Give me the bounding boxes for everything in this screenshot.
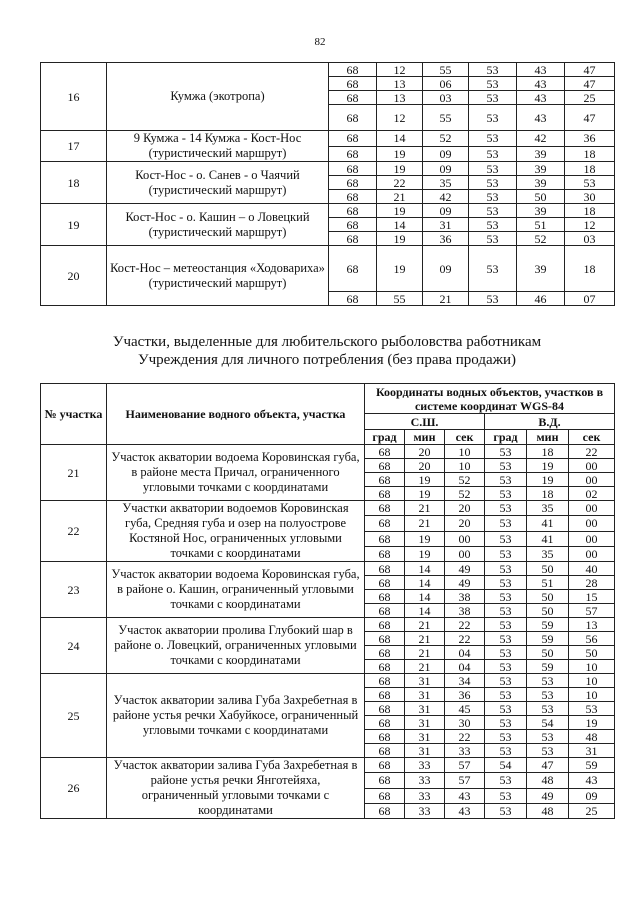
- coordinate-cell: 57: [445, 773, 485, 788]
- coordinate-cell: 06: [423, 77, 469, 91]
- water-object-name: Кост-Нос - о. Санев - о Чаячий (туристический маршрут): [107, 162, 329, 204]
- coordinate-cell: 68: [365, 758, 405, 773]
- coordinate-cell: 59: [569, 758, 615, 773]
- coordinate-cell: 68: [329, 292, 377, 306]
- coordinate-cell: 21: [377, 190, 423, 204]
- coordinate-cell: 07: [565, 292, 615, 306]
- coordinate-cell: 53: [485, 487, 527, 501]
- coordinate-cell: 53: [569, 702, 615, 716]
- coordinate-cell: 68: [329, 77, 377, 91]
- coordinate-cell: 31: [405, 730, 445, 744]
- header-unit: град: [365, 430, 405, 445]
- coordinate-cell: 47: [527, 758, 569, 773]
- coordinate-cell: 57: [569, 604, 615, 618]
- coordinate-cell: 53: [527, 688, 569, 702]
- coordinate-cell: 68: [365, 590, 405, 604]
- coordinate-cell: 33: [405, 773, 445, 788]
- coordinate-cell: 21: [405, 516, 445, 531]
- coordinate-cell: 19: [405, 473, 445, 487]
- coordinate-cell: 53: [485, 702, 527, 716]
- coordinate-cell: 68: [365, 660, 405, 674]
- coordinate-cell: 10: [569, 688, 615, 702]
- section-number: 20: [41, 246, 107, 306]
- coordinate-cell: 53: [485, 632, 527, 646]
- coordinate-cell: 68: [365, 445, 405, 459]
- coordinate-cell: 21: [405, 632, 445, 646]
- header-east: В.Д.: [485, 414, 615, 430]
- coordinate-cell: 14: [405, 590, 445, 604]
- coordinate-cell: 19: [377, 162, 423, 176]
- coordinate-cell: 22: [445, 632, 485, 646]
- coordinate-cell: 68: [365, 716, 405, 730]
- coordinate-cell: 68: [365, 674, 405, 688]
- coordinate-cell: 53: [469, 246, 517, 292]
- coordinate-cell: 50: [569, 646, 615, 660]
- coordinate-cell: 25: [569, 803, 615, 818]
- coordinate-cell: 10: [445, 445, 485, 459]
- coordinate-cell: 53: [485, 473, 527, 487]
- header-north: С.Ш.: [365, 414, 485, 430]
- coordinate-cell: 53: [485, 531, 527, 546]
- section-number: 16: [41, 63, 107, 131]
- coordinate-cell: 33: [445, 744, 485, 758]
- coordinate-cell: 49: [445, 562, 485, 576]
- coordinate-cell: 53: [485, 576, 527, 590]
- coordinate-cell: 53: [527, 674, 569, 688]
- coordinate-cell: 53: [469, 190, 517, 204]
- coordinate-cell: 68: [329, 232, 377, 246]
- coordinate-cell: 14: [405, 562, 445, 576]
- coordinate-cell: 68: [329, 146, 377, 162]
- coordinate-cell: 53: [485, 803, 527, 818]
- coordinate-cell: 53: [485, 716, 527, 730]
- coordinate-cell: 53: [485, 730, 527, 744]
- coordinate-cell: 53: [485, 562, 527, 576]
- coordinate-cell: 20: [405, 445, 445, 459]
- coordinate-cell: 43: [445, 803, 485, 818]
- coordinate-cell: 43: [517, 63, 565, 77]
- coordinate-cell: 19: [405, 487, 445, 501]
- coordinate-cell: 68: [365, 562, 405, 576]
- coordinate-cell: 35: [423, 176, 469, 190]
- coordinate-cell: 68: [365, 487, 405, 501]
- coordinate-cell: 21: [423, 292, 469, 306]
- coordinate-cell: 19: [569, 716, 615, 730]
- coordinate-cell: 68: [365, 688, 405, 702]
- coordinate-cell: 22: [569, 445, 615, 459]
- coordinate-cell: 00: [569, 546, 615, 561]
- water-object-name: Кумжа (экотропа): [107, 63, 329, 131]
- coordinate-cell: 39: [517, 204, 565, 218]
- coordinate-cell: 53: [485, 590, 527, 604]
- coordinate-cell: 09: [423, 246, 469, 292]
- coordinate-cell: 18: [565, 162, 615, 176]
- section-heading-line2: Учреждения для личного потребления (без права продажи): [137, 352, 517, 368]
- table-row: [41, 162, 615, 176]
- coordinate-cell: 03: [565, 232, 615, 246]
- coordinate-cell: 20: [405, 459, 445, 473]
- header-unit: сек: [445, 430, 485, 445]
- coordinate-cell: 19: [377, 146, 423, 162]
- coordinate-cell: 47: [565, 105, 615, 131]
- coordinate-cell: 18: [565, 204, 615, 218]
- coordinate-cell: 00: [445, 546, 485, 561]
- coordinate-cell: 59: [527, 632, 569, 646]
- header-unit: мин: [405, 430, 445, 445]
- table-row: [41, 501, 615, 516]
- coordinate-cell: 68: [365, 730, 405, 744]
- coordinate-cell: 55: [423, 63, 469, 77]
- coordinate-cell: 19: [377, 232, 423, 246]
- coordinate-cell: 35: [527, 501, 569, 516]
- coordinate-cell: 10: [569, 674, 615, 688]
- coordinate-cell: 55: [377, 292, 423, 306]
- coordinate-cell: 53: [527, 702, 569, 716]
- table-row: [41, 618, 615, 632]
- coordinate-cell: 68: [329, 204, 377, 218]
- coordinate-cell: 53: [485, 773, 527, 788]
- coordinate-cell: 00: [569, 459, 615, 473]
- coordinate-cell: 13: [377, 91, 423, 105]
- coordinate-cell: 19: [405, 546, 445, 561]
- fishing-areas-table-body: [41, 445, 615, 819]
- coordinate-cell: 68: [329, 162, 377, 176]
- coordinate-cell: 68: [329, 131, 377, 147]
- coordinate-cell: 14: [377, 131, 423, 147]
- table-row: [41, 445, 615, 459]
- section-number: 19: [41, 204, 107, 246]
- coordinate-cell: 33: [405, 788, 445, 803]
- coordinate-cell: 14: [405, 576, 445, 590]
- coordinate-cell: 48: [569, 730, 615, 744]
- coordinate-cell: 36: [445, 688, 485, 702]
- coordinate-cell: 00: [445, 531, 485, 546]
- coordinate-cell: 53: [485, 744, 527, 758]
- coordinate-cell: 68: [365, 576, 405, 590]
- water-object-name: Участок акватории залива Губа Захребетная в районе устья речки Хабуйкосе, ограниченный угловыми точками с координатами: [107, 674, 365, 758]
- coordinate-cell: 12: [377, 63, 423, 77]
- coordinate-cell: 38: [445, 604, 485, 618]
- coordinate-cell: 28: [569, 576, 615, 590]
- coordinate-cell: 68: [329, 91, 377, 105]
- coordinate-cell: 68: [329, 218, 377, 232]
- coordinate-cell: 53: [469, 232, 517, 246]
- water-object-name: Кост-Нос - о. Кашин – о Ловецкий (туристический маршрут): [107, 204, 329, 246]
- coordinate-cell: 30: [565, 190, 615, 204]
- coordinate-cell: 39: [517, 176, 565, 190]
- coordinate-cell: 31: [569, 744, 615, 758]
- coordinate-cell: 53: [485, 516, 527, 531]
- coordinate-cell: 39: [517, 146, 565, 162]
- table-row: [41, 562, 615, 576]
- coordinate-cell: 51: [517, 218, 565, 232]
- coordinate-cell: 43: [517, 91, 565, 105]
- header-number: № участка: [41, 384, 107, 445]
- coordinate-cell: 68: [365, 803, 405, 818]
- coordinate-cell: 53: [565, 176, 615, 190]
- coordinate-cell: 33: [405, 803, 445, 818]
- coordinate-cell: 36: [423, 232, 469, 246]
- coordinate-cell: 25: [565, 91, 615, 105]
- section-heading-line1: Участки, выделенные для любительского рыболовства работникам: [112, 334, 542, 350]
- coordinate-cell: 53: [527, 744, 569, 758]
- coordinate-cell: 53: [485, 788, 527, 803]
- coordinate-cell: 52: [445, 487, 485, 501]
- coordinate-cell: 68: [365, 604, 405, 618]
- coordinate-cell: 68: [365, 473, 405, 487]
- table-row: [41, 204, 615, 218]
- coordinate-cell: 48: [527, 773, 569, 788]
- coordinate-cell: 19: [527, 459, 569, 473]
- coordinate-cell: 50: [527, 590, 569, 604]
- coordinate-cell: 21: [405, 618, 445, 632]
- coordinate-cell: 00: [569, 516, 615, 531]
- coordinate-cell: 52: [445, 473, 485, 487]
- coordinate-cell: 31: [405, 702, 445, 716]
- coordinate-cell: 13: [377, 77, 423, 91]
- header-unit: град: [485, 430, 527, 445]
- top-coordinates-table: [40, 62, 615, 306]
- coordinate-cell: 53: [469, 63, 517, 77]
- coordinate-cell: 35: [527, 546, 569, 561]
- coordinate-cell: 42: [423, 190, 469, 204]
- coordinate-cell: 30: [445, 716, 485, 730]
- coordinate-cell: 34: [445, 674, 485, 688]
- table-row: [41, 674, 615, 688]
- fishing-areas-table: [40, 383, 615, 819]
- coordinate-cell: 04: [445, 646, 485, 660]
- coordinate-cell: 68: [365, 646, 405, 660]
- section-number: 23: [41, 562, 107, 618]
- coordinate-cell: 00: [569, 501, 615, 516]
- coordinate-cell: 48: [527, 803, 569, 818]
- coordinate-cell: 68: [365, 459, 405, 473]
- coordinate-cell: 31: [405, 688, 445, 702]
- coordinate-cell: 68: [329, 63, 377, 77]
- section-number: 26: [41, 758, 107, 819]
- coordinate-cell: 21: [405, 660, 445, 674]
- coordinate-cell: 53: [469, 105, 517, 131]
- water-object-name: Кост-Нос – метеостанция «Ходовариха» (туристический маршрут): [107, 246, 329, 306]
- coordinate-cell: 19: [377, 204, 423, 218]
- coordinate-cell: 53: [469, 91, 517, 105]
- coordinate-cell: 53: [469, 131, 517, 147]
- table-row: [41, 63, 615, 77]
- water-object-name: Участки акватории водоемов Коровинская губа, Средняя губа и озер на полуострове Костяной Нос, ограниченных угловыми точками с координатами: [107, 501, 365, 562]
- coordinate-cell: 53: [485, 674, 527, 688]
- coordinate-cell: 53: [485, 445, 527, 459]
- coordinate-cell: 41: [527, 516, 569, 531]
- coordinate-cell: 53: [485, 660, 527, 674]
- coordinate-cell: 09: [423, 146, 469, 162]
- table-row: [41, 758, 615, 773]
- coordinate-cell: 68: [329, 246, 377, 292]
- coordinate-cell: 02: [569, 487, 615, 501]
- coordinate-cell: 53: [469, 292, 517, 306]
- coordinate-cell: 68: [329, 176, 377, 190]
- coordinate-cell: 51: [527, 576, 569, 590]
- coordinate-cell: 38: [445, 590, 485, 604]
- coordinate-cell: 33: [405, 758, 445, 773]
- coordinate-cell: 57: [445, 758, 485, 773]
- section-number: 25: [41, 674, 107, 758]
- coordinate-cell: 22: [377, 176, 423, 190]
- table-row: [41, 246, 615, 292]
- coordinate-cell: 22: [445, 618, 485, 632]
- section-number: 17: [41, 131, 107, 162]
- coordinate-cell: 54: [485, 758, 527, 773]
- header-unit: мин: [527, 430, 569, 445]
- coordinate-cell: 53: [469, 77, 517, 91]
- coordinate-cell: 45: [445, 702, 485, 716]
- coordinate-cell: 68: [365, 632, 405, 646]
- coordinate-cell: 47: [565, 77, 615, 91]
- coordinate-cell: 50: [517, 190, 565, 204]
- coordinate-cell: 53: [485, 459, 527, 473]
- header-name: Наименование водного объекта, участка: [107, 384, 365, 445]
- section-number: 24: [41, 618, 107, 674]
- coordinate-cell: 68: [365, 618, 405, 632]
- coordinate-cell: 55: [423, 105, 469, 131]
- coordinate-cell: 43: [445, 788, 485, 803]
- coordinate-cell: 18: [527, 487, 569, 501]
- coordinate-cell: 20: [445, 516, 485, 531]
- coordinate-cell: 68: [365, 546, 405, 561]
- page-number: 82: [314, 36, 326, 48]
- water-object-name: Участок акватории водоема Коровинская губа, в районе о. Кашин, ограниченный угловыми точками с координатами: [107, 562, 365, 618]
- coordinate-cell: 18: [527, 445, 569, 459]
- coordinate-cell: 53: [469, 204, 517, 218]
- coordinate-cell: 14: [377, 218, 423, 232]
- coordinate-cell: 46: [517, 292, 565, 306]
- coordinate-cell: 19: [377, 246, 423, 292]
- coordinate-cell: 15: [569, 590, 615, 604]
- coordinate-cell: 53: [485, 604, 527, 618]
- coordinate-cell: 09: [423, 204, 469, 218]
- coordinate-cell: 40: [569, 562, 615, 576]
- coordinate-cell: 50: [527, 604, 569, 618]
- header-coordinates: Координаты водных объектов, участков в системе координат WGS-84: [365, 384, 615, 414]
- coordinate-cell: 68: [365, 702, 405, 716]
- coordinate-cell: 68: [329, 105, 377, 131]
- coordinate-cell: 53: [469, 146, 517, 162]
- coordinate-cell: 18: [565, 246, 615, 292]
- coordinate-cell: 52: [423, 131, 469, 147]
- coordinate-cell: 43: [517, 105, 565, 131]
- top-table-body: [41, 63, 615, 306]
- coordinate-cell: 31: [423, 218, 469, 232]
- coordinate-cell: 50: [527, 562, 569, 576]
- coordinate-cell: 43: [569, 773, 615, 788]
- coordinate-cell: 31: [405, 674, 445, 688]
- coordinate-cell: 54: [527, 716, 569, 730]
- coordinate-cell: 00: [569, 531, 615, 546]
- coordinate-cell: 53: [485, 646, 527, 660]
- coordinate-cell: 00: [569, 473, 615, 487]
- coordinate-cell: 53: [485, 501, 527, 516]
- coordinate-cell: 19: [527, 473, 569, 487]
- coordinate-cell: 59: [527, 660, 569, 674]
- water-object-name: Участок акватории пролива Глубокий шар в районе о. Ловецкий, ограниченных угловыми точками с координатами: [107, 618, 365, 674]
- coordinate-cell: 31: [405, 744, 445, 758]
- coordinate-cell: 53: [527, 730, 569, 744]
- coordinate-cell: 53: [485, 618, 527, 632]
- coordinate-cell: 56: [569, 632, 615, 646]
- coordinate-cell: 47: [565, 63, 615, 77]
- coordinate-cell: 42: [517, 131, 565, 147]
- coordinate-cell: 39: [517, 246, 565, 292]
- coordinate-cell: 36: [565, 131, 615, 147]
- coordinate-cell: 68: [365, 744, 405, 758]
- water-object-name: Участок акватории залива Губа Захребетная в районе устья речки Янготейяха, ограниченный угловыми точками с координатами: [107, 758, 365, 819]
- coordinate-cell: 68: [365, 531, 405, 546]
- coordinate-cell: 04: [445, 660, 485, 674]
- coordinate-cell: 50: [527, 646, 569, 660]
- coordinate-cell: 52: [517, 232, 565, 246]
- coordinate-cell: 12: [565, 218, 615, 232]
- coordinate-cell: 03: [423, 91, 469, 105]
- coordinate-cell: 14: [405, 604, 445, 618]
- water-object-name: 9 Кумжа - 14 Кумжа - Кост-Нос (туристический маршрут): [107, 131, 329, 162]
- coordinate-cell: 21: [405, 646, 445, 660]
- section-number: 21: [41, 445, 107, 501]
- coordinate-cell: 53: [469, 218, 517, 232]
- coordinate-cell: 21: [405, 501, 445, 516]
- coordinate-cell: 10: [569, 660, 615, 674]
- coordinate-cell: 68: [329, 190, 377, 204]
- coordinate-cell: 12: [377, 105, 423, 131]
- coordinate-cell: 09: [423, 162, 469, 176]
- coordinate-cell: 53: [469, 162, 517, 176]
- coordinate-cell: 41: [527, 531, 569, 546]
- section-number: 18: [41, 162, 107, 204]
- table-row: [41, 131, 615, 147]
- coordinate-cell: 20: [445, 501, 485, 516]
- coordinate-cell: 59: [527, 618, 569, 632]
- coordinate-cell: 68: [365, 788, 405, 803]
- coordinate-cell: 18: [565, 146, 615, 162]
- coordinate-cell: 53: [469, 176, 517, 190]
- coordinate-cell: 43: [517, 77, 565, 91]
- coordinate-cell: 53: [485, 688, 527, 702]
- coordinate-cell: 13: [569, 618, 615, 632]
- coordinate-cell: 53: [485, 546, 527, 561]
- coordinate-cell: 49: [527, 788, 569, 803]
- coordinate-cell: 19: [405, 531, 445, 546]
- coordinate-cell: 31: [405, 716, 445, 730]
- coordinate-cell: 68: [365, 516, 405, 531]
- coordinate-cell: 49: [445, 576, 485, 590]
- water-object-name: Участок акватории водоема Коровинская губа, в районе места Причал, ограниченного угловыми точками с координатами: [107, 445, 365, 501]
- coordinate-cell: 10: [445, 459, 485, 473]
- coordinate-cell: 68: [365, 501, 405, 516]
- section-heading: [40, 333, 614, 369]
- coordinate-cell: 09: [569, 788, 615, 803]
- coordinate-cell: 22: [445, 730, 485, 744]
- coordinate-cell: 68: [365, 773, 405, 788]
- section-number: 22: [41, 501, 107, 562]
- coordinate-cell: 39: [517, 162, 565, 176]
- header-unit: сек: [569, 430, 615, 445]
